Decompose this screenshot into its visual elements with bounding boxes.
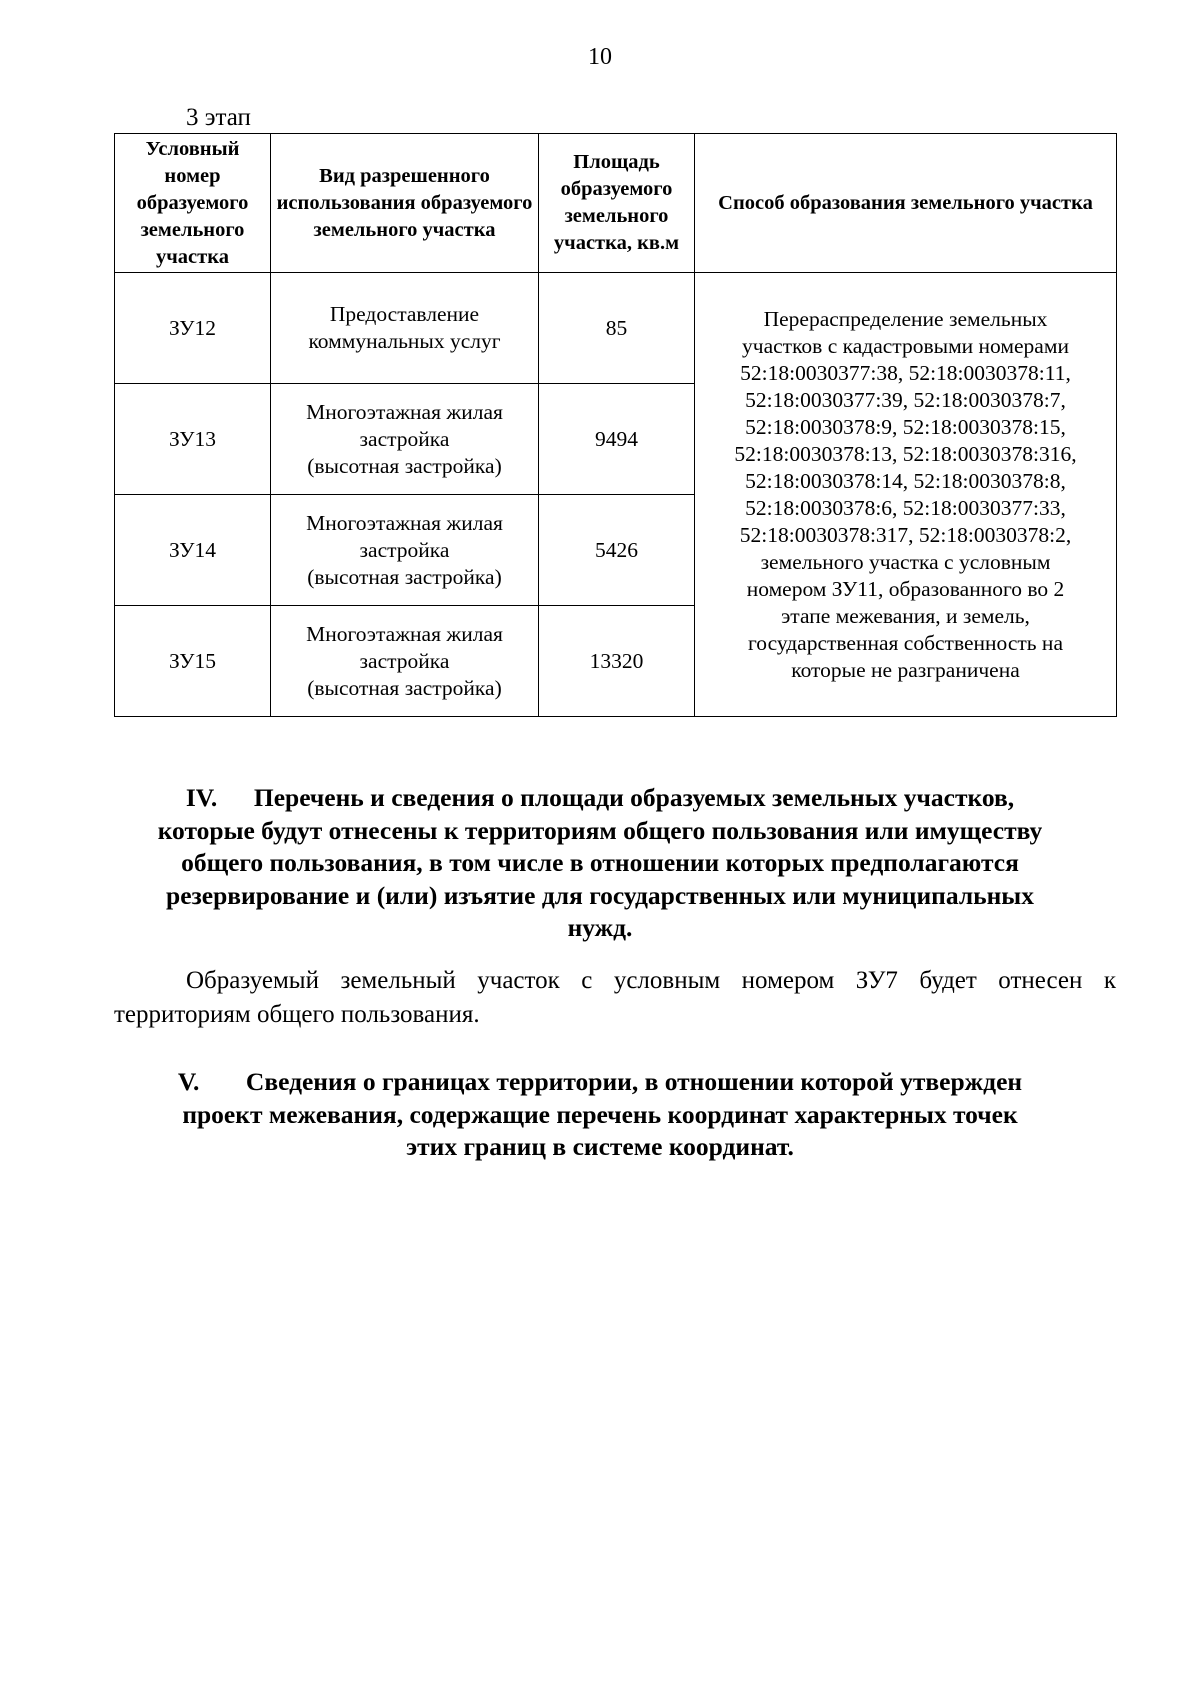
method-line: Перераспределение земельных [763,306,1048,331]
use-line: Многоэтажная жилая [306,621,503,646]
method-line: 52:18:0030378:14, 52:18:0030378:8, [745,468,1066,493]
parcel-id-cell: ЗУ12 [115,273,271,384]
method-line: 52:18:0030378:9, 52:18:0030378:15, [745,414,1066,439]
method-line: 52:18:0030377:38, 52:18:0030378:11, [740,360,1071,385]
method-line: 52:18:0030378:13, 52:18:0030378:316, [734,441,1077,466]
method-line: 52:18:0030378:6, 52:18:0030377:33, [745,495,1066,520]
method-line: государственная собственность на [748,630,1063,655]
page-number: 10 [588,44,612,70]
section-iv-heading [100,782,1100,945]
section-iv-title-line: Перечень и сведения о площади образуемых земельных участков, [253,783,1015,812]
use-line: застройка [359,426,450,451]
permitted-use-cell [271,384,539,495]
use-line: застройка [359,537,450,562]
method-line: участков с кадастровыми номерами [742,333,1069,358]
parcel-id-cell: ЗУ13 [115,384,271,495]
section-iv-title-line: которые будут отнесены к территориям общего пользования или имуществу [157,815,1043,845]
method-line: этапе межевания, и земель, [781,603,1030,628]
section-v-title-line: Сведения о границах территории, в отношении которой утвержден [245,1067,1023,1096]
section-v-title-line: этих границ в системе координат. [406,1132,794,1161]
parcel-id-cell: ЗУ14 [115,495,271,606]
section-v-number: V. [177,1067,200,1096]
permitted-use-cell [271,495,539,606]
section-iv-title-line: общего пользования, в том числе в отношении которых предполагаются [181,848,1019,877]
use-line: (высотная застройка) [307,453,502,478]
use-line: коммунальных услуг [308,329,501,353]
section-iv-title-line: резервирование и (или) изъятие для государственных или муниципальных [166,880,1034,910]
header-formation-method: Способ образования земельного участка [695,134,1117,273]
section-iv-number: IV. [185,783,218,812]
use-line: застройка [359,648,450,673]
area-cell: 9494 [539,384,695,495]
formation-method-cell [695,273,1117,717]
method-line: 52:18:0030378:317, 52:18:0030378:2, [739,522,1072,547]
method-line: номером ЗУ11, образованного во 2 [746,576,1065,601]
body-paragraph: Образуемый земельный участок с условным номером ЗУ7 будет отнесен к территориям общего пользования. [114,967,1116,1028]
method-line: 52:18:0030377:39, 52:18:0030378:7, [745,387,1066,412]
header-permitted-use: Вид разрешенного использования образуемого земельного участка [271,134,539,273]
permitted-use-cell [271,273,539,384]
permitted-use-cell [271,606,539,717]
section-v-title-line: проект межевания, содержащие перечень координат характерных точек [182,1099,1018,1129]
table-header-row [115,134,1117,273]
header-parcel-number: Условный номер образуемого земельного участка [115,134,271,273]
header-area: Площадь образуемого земельного участка, кв.м [539,134,695,273]
use-line: (высотная застройка) [307,675,502,700]
use-line: Предоставление [329,302,480,326]
method-line: которые не разграничена [791,657,1020,682]
method-line: земельного участка с условным [760,549,1051,574]
use-line: Многоэтажная жилая [306,399,503,424]
area-cell: 5426 [539,495,695,606]
stage-label: 3 этап [186,104,251,131]
section-iv-title-line: нужд. [567,913,633,942]
area-cell: 85 [539,273,695,384]
use-line: (высотная застройка) [307,564,502,589]
table-row [115,273,1117,384]
use-line: Многоэтажная жилая [306,510,503,535]
parcels-table [114,133,1117,717]
parcel-id-cell: ЗУ15 [115,606,271,717]
area-cell: 13320 [539,606,695,717]
section-v-heading [100,1066,1100,1164]
